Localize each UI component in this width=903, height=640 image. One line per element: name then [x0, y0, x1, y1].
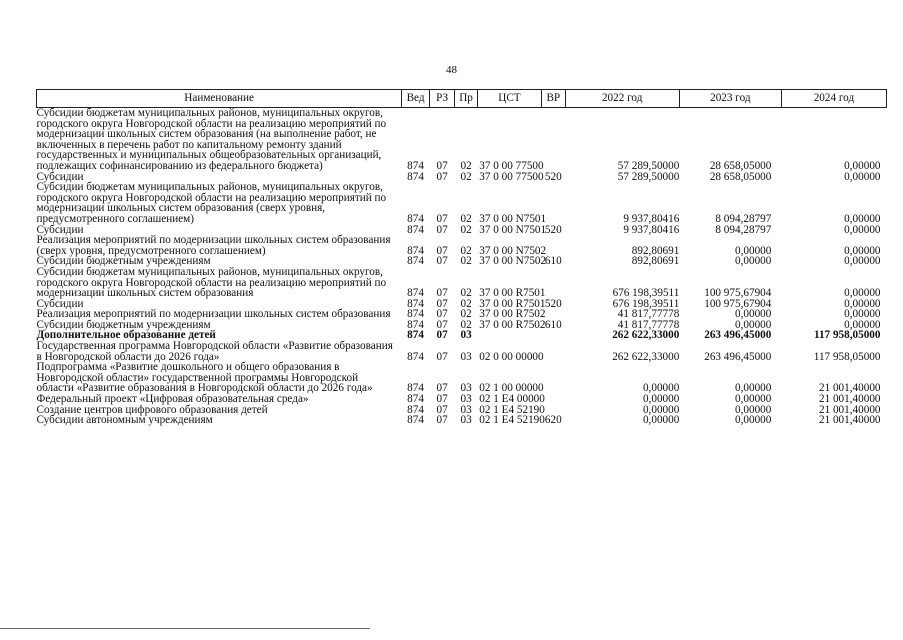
row-cst: 37 0 00 77500 — [479, 159, 544, 172]
table-row — [37, 415, 887, 426]
row-cst: 37 0 00 R7501 — [479, 287, 546, 300]
row-rz: 07 — [436, 223, 448, 236]
row-value-2023: 0,00000 — [734, 382, 772, 395]
row-ved: 874 — [407, 403, 424, 416]
header-vr: ВР — [542, 90, 565, 108]
row-pr: 02 — [460, 244, 472, 257]
row-value-2024: 0,00000 — [844, 244, 881, 257]
row-cst: 02 0 00 00000 — [479, 350, 544, 363]
row-name: Субсидии бюджетам муниципальных районов, муниципальных округов, городского округа Новгородской области на реализацию мероприятий по модернизации школьных систем образования — [36, 265, 387, 300]
row-value-2023: 263 496,45000 — [704, 350, 772, 363]
row-value-2024: 0,00000 — [844, 159, 881, 172]
header-cst: ЦСТ — [477, 90, 541, 108]
row-ved: 874 — [407, 223, 424, 236]
row-value-2024: 117 958,05000 — [813, 329, 881, 342]
row-pr: 02 — [460, 212, 472, 225]
row-rz: 07 — [436, 212, 448, 225]
row-value-2023: 0,00000 — [734, 255, 772, 268]
row-value-2022: 41 817,77778 — [617, 308, 680, 321]
row-value-2022: 9 937,80416 — [623, 212, 680, 225]
row-value-2023: 28 658,05000 — [709, 159, 772, 172]
row-name: Субсидии — [36, 170, 84, 183]
row-pr: 02 — [460, 297, 472, 310]
row-name: Реализация мероприятий по модернизации школьных систем образования — [36, 308, 391, 321]
row-value-2023: 0,00000 — [734, 403, 772, 416]
row-cst: 37 0 00 R7502 — [479, 318, 546, 331]
row-ved: 874 — [407, 308, 424, 321]
row-vr: 520 — [544, 170, 562, 183]
row-pr: 03 — [460, 393, 472, 406]
row-name: Субсидии бюджетным учреждениям — [36, 255, 211, 268]
row-cst: 37 0 00 N7501 — [479, 212, 547, 225]
row-vr: 520 — [544, 223, 562, 236]
row-pr: 03 — [460, 403, 472, 416]
header-2022: 2022 год — [565, 90, 679, 108]
row-ved: 874 — [407, 382, 424, 395]
row-cst: 37 0 00 N7502 — [479, 244, 547, 257]
row-name: Субсидии бюджетам муниципальных районов, муниципальных округов, городского округа Новгородской области на реализацию мероприятий по модернизации школьных систем образования (сверх уровня, предусмотренного соглашением) — [36, 181, 387, 225]
row-rz: 07 — [436, 287, 448, 300]
row-value-2023: 8 094,28797 — [715, 212, 772, 225]
row-value-2023: 0,00000 — [734, 308, 772, 321]
header-2024: 2024 год — [781, 90, 886, 108]
header-2023: 2023 год — [679, 90, 781, 108]
row-value-2022: 892,80691 — [631, 244, 680, 257]
row-ved: 874 — [407, 414, 424, 427]
row-ved: 874 — [407, 287, 424, 300]
row-name: Субсидии — [36, 297, 84, 310]
row-ved: 874 — [407, 255, 424, 268]
row-ved: 874 — [407, 350, 424, 363]
row-pr: 02 — [460, 318, 472, 331]
row-ved: 874 — [407, 170, 424, 183]
header-ved: Вед — [402, 90, 430, 108]
row-rz: 07 — [436, 244, 448, 257]
row-value-2024: 0,00000 — [844, 308, 881, 321]
row-ved: 874 — [407, 297, 424, 310]
footnote-divider — [0, 628, 370, 629]
row-value-2024: 0,00000 — [844, 223, 881, 236]
row-value-2024: 21 001,40000 — [818, 414, 881, 427]
row-value-2022: 0,00000 — [642, 403, 680, 416]
row-value-2024: 0,00000 — [844, 297, 881, 310]
row-pr: 03 — [460, 414, 472, 427]
row-value-2022: 676 198,39511 — [612, 297, 680, 310]
header-rz: РЗ — [429, 90, 455, 108]
table-row — [37, 341, 887, 362]
row-value-2022: 0,00000 — [642, 393, 680, 406]
row-pr: 02 — [460, 255, 472, 268]
row-name: Субсидии — [36, 223, 84, 236]
row-rz: 07 — [436, 382, 448, 395]
table-row — [37, 267, 887, 299]
row-rz: 07 — [436, 255, 448, 268]
row-pr: 02 — [460, 308, 472, 321]
row-value-2024: 21 001,40000 — [818, 382, 881, 395]
row-cst: 02 1 E4 00000 — [479, 393, 545, 406]
row-pr: 02 — [460, 170, 472, 183]
row-name: Субсидии бюджетным учреждениям — [36, 318, 211, 331]
row-vr: 620 — [544, 414, 562, 427]
row-cst: 02 1 E4 52190 — [479, 414, 545, 427]
row-name: Государственная программа Новгородской области «Развитие образования в Новгородской области до 2026 года» — [36, 340, 393, 363]
row-vr — [542, 341, 565, 362]
row-rz: 07 — [436, 297, 448, 310]
row-value-2023: 0,00000 — [734, 244, 772, 257]
row-vr — [542, 108, 565, 172]
row-value-2024: 0,00000 — [844, 255, 881, 268]
row-vr — [542, 267, 565, 299]
header-name: Наименование — [37, 90, 402, 108]
row-value-2023: 100 975,67904 — [704, 287, 772, 300]
row-value-2022: 9 937,80416 — [623, 223, 680, 236]
row-cst: 37 0 00 77500 — [479, 170, 544, 183]
row-value-2022: 57 289,50000 — [617, 159, 680, 172]
row-ved: 874 — [407, 159, 424, 172]
row-ved: 874 — [407, 393, 424, 406]
row-name: Субсидии автономным учреждениям — [36, 414, 213, 427]
row-vr: 610 — [544, 255, 562, 268]
table-row — [37, 182, 887, 224]
row-value-2023: 8 094,28797 — [715, 223, 772, 236]
row-value-2024: 0,00000 — [844, 287, 881, 300]
row-value-2024: 0,00000 — [844, 170, 881, 183]
row-rz: 07 — [436, 318, 448, 331]
row-vr: 520 — [544, 297, 562, 310]
row-cst — [477, 330, 541, 341]
row-rz: 07 — [436, 170, 448, 183]
row-rz: 07 — [436, 403, 448, 416]
row-pr: 03 — [460, 329, 472, 342]
row-value-2023: 0,00000 — [734, 414, 772, 427]
table-row — [37, 108, 887, 172]
row-cst: 37 0 00 R7502 — [479, 308, 546, 321]
row-value-2023: 0,00000 — [734, 393, 772, 406]
row-value-2022: 892,80691 — [631, 255, 680, 268]
row-vr — [542, 394, 565, 405]
row-value-2024: 21 001,40000 — [818, 393, 881, 406]
row-pr: 02 — [460, 159, 472, 172]
row-vr: 610 — [544, 318, 562, 331]
row-ved: 874 — [407, 318, 424, 331]
row-ved: 874 — [407, 212, 424, 225]
row-name: Подпрограмма «Развитие дошкольного и общего образования в Новгородской области» государственной программы Новгородской области «Развитие образования в Новгородской области до 2026 года» — [36, 361, 373, 395]
row-cst: 02 1 E4 52190 — [479, 403, 545, 416]
table-header-row — [37, 90, 887, 108]
row-value-2022: 41 817,77778 — [617, 318, 680, 331]
row-pr: 03 — [460, 382, 472, 395]
row-value-2023: 100 975,67904 — [704, 297, 772, 310]
table-row — [37, 235, 887, 256]
row-pr: 03 — [460, 350, 472, 363]
row-rz: 07 — [436, 414, 448, 427]
row-cst: 37 0 00 N7502 — [479, 255, 547, 268]
row-rz: 07 — [436, 308, 448, 321]
header-pr: Пр — [455, 90, 477, 108]
row-vr — [542, 362, 565, 394]
row-name: Субсидии бюджетам муниципальных районов, муниципальных округов, городского округа Новгородской области на реализацию мероприятий по модернизации школьных систем образования (на выполнение работ, не включенных в перечень работ по капитальному ремонту зданий государственных и муниципальных общеобразовательных организаций, подлежащих софинансированию из федерального бюджета) — [36, 107, 387, 172]
row-name: Дополнительное образование детей — [36, 329, 216, 342]
row-value-2022: 0,00000 — [642, 414, 680, 427]
row-value-2024: 117 958,05000 — [813, 350, 881, 363]
row-value-2022: 262 622,33000 — [612, 329, 680, 342]
row-rz: 07 — [436, 159, 448, 172]
row-rz: 07 — [436, 393, 448, 406]
row-name: Федеральный проект «Цифровая образовательная среда» — [36, 393, 309, 406]
table-body — [37, 108, 887, 426]
budget-table — [36, 89, 887, 426]
row-cst: 02 1 00 00000 — [479, 382, 544, 395]
row-name: Реализация мероприятий по модернизации школьных систем образования (сверх уровня, предусмотренного соглашением) — [36, 234, 391, 257]
row-value-2022: 0,00000 — [642, 382, 680, 395]
row-ved: 874 — [407, 329, 424, 342]
row-rz: 07 — [436, 350, 448, 363]
row-value-2024: 0,00000 — [844, 212, 881, 225]
row-pr: 02 — [460, 223, 472, 236]
row-name: Создание центров цифрового образования детей — [36, 403, 268, 416]
row-value-2022: 676 198,39511 — [612, 287, 680, 300]
row-value-2024: 0,00000 — [844, 318, 881, 331]
row-value-2023: 0,00000 — [734, 318, 772, 331]
row-value-2023: 263 496,45000 — [704, 329, 772, 342]
row-pr: 02 — [460, 287, 472, 300]
table-row — [37, 362, 887, 394]
row-cst: 37 0 00 R7501 — [479, 297, 546, 310]
row-value-2022: 57 289,50000 — [617, 170, 680, 183]
row-value-2023: 28 658,05000 — [709, 170, 772, 183]
row-cst: 37 0 00 N7501 — [479, 223, 547, 236]
row-value-2022: 262 622,33000 — [612, 350, 680, 363]
row-value-2024: 21 001,40000 — [818, 403, 881, 416]
row-rz: 07 — [436, 329, 448, 342]
row-vr — [542, 330, 565, 341]
page-number: 48 — [446, 64, 457, 76]
row-ved: 874 — [407, 244, 424, 257]
